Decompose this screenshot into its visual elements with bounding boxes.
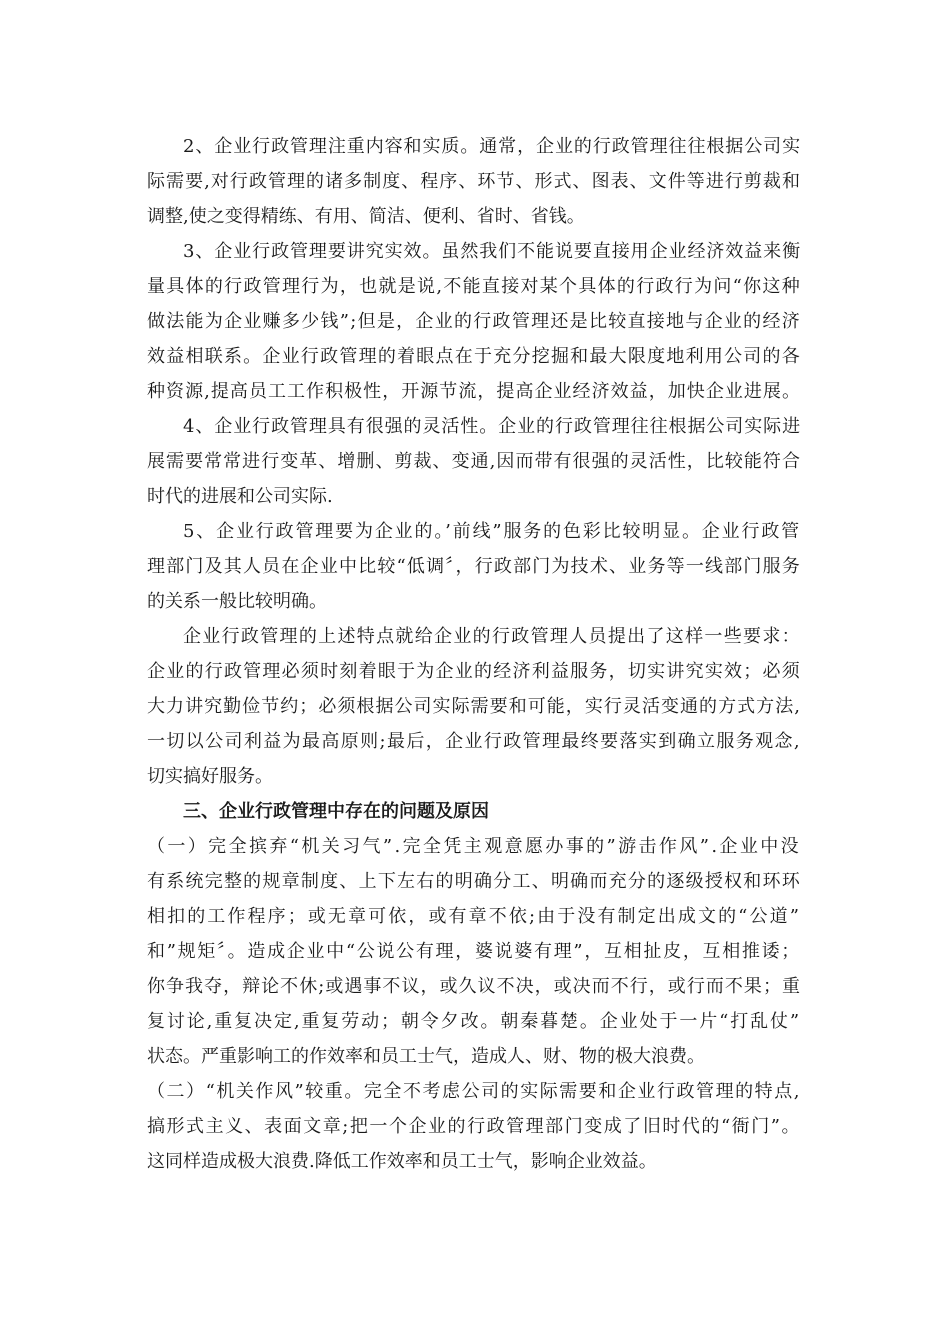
paragraph-line: 2、企业行政管理注重内容和实质。通常，企业的行政管理往往根据公司实 [183,136,801,157]
paragraph-line: 一切以公司利益为最高原则;最后，企业行政管理最终要落实到确立服务观念, [147,731,801,752]
paragraph-line: 相扣的工作程序；或无章可依，或有章不依;由于没有制定出成文的“公道” [147,906,801,927]
paragraph-line: 展需要常常进行变革、增删、剪裁、变通,因而带有很强的灵活性，比较能符合 [147,451,801,472]
paragraph-line: 做法能为企业赚多少钱”;但是，企业的行政管理还是比较直接地与企业的经济 [147,311,801,332]
paragraph-line: 你争我夺，辩论不休;或遇事不议，或久议不决，或决而不行，或行而不果；重 [147,976,801,997]
paragraph-line: 和”规矩〞。造成企业中“公说公有理，婆说婆有理”，互相扯皮，互相推诿； [147,941,801,962]
paragraph-line: 企业的行政管理必须时刻着眼于为企业的经济利益服务，切实讲究实效；必须 [147,661,801,682]
paragraph-line: 4、企业行政管理具有很强的灵活性。企业的行政管理往往根据公司实际进 [183,416,801,437]
paragraph-line: 量具体的行政管理行为，也就是说,不能直接对某个具体的行政行为问“你这种 [147,276,801,297]
paragraph-line: 时代的进展和公司实际. [147,486,333,507]
paragraph-line: 理部门及其人员在企业中比较“低调〞，行政部门为技术、业务等一线部门服务 [147,556,801,577]
paragraph-line: 切实搞好服务。 [147,766,273,787]
paragraph-line: 大力讲究勤俭节约；必须根据公司实际需要和可能，实行灵活变通的方式方法, [147,696,801,717]
paragraph-line: 效益相联系。企业行政管理的着眼点在于充分挖掘和最大限度地利用公司的各 [147,346,801,367]
paragraph-line: 复讨论,重复决定,重复劳动；朝令夕改。朝秦暮楚。企业处于一片“打乱仗” [147,1011,801,1032]
paragraph-line: （二）“机关作风”较重。完全不考虑公司的实际需要和企业行政管理的特点, [147,1081,801,1102]
paragraph-line: 3、企业行政管理要讲究实效。虽然我们不能说要直接用企业经济效益来衡 [183,241,801,262]
paragraph-line: 5、企业行政管理要为企业的。’前线”服务的色彩比较明显。企业行政管 [183,521,801,542]
section-heading: 三、企业行政管理中存在的问题及原因 [183,801,489,822]
paragraph-line: 企业行政管理的上述特点就给企业的行政管理人员提出了这样一些要求： [183,626,801,647]
paragraph-line: 状态。严重影响工的作效率和员工士气，造成人、财、物的极大浪费。 [147,1046,705,1067]
paragraph-line: 搞形式主义、表面文章;把一个企业的行政管理部门变成了旧时代的“衙门”。 [147,1116,801,1137]
paragraph-line: 种资源,提高员工工作积极性，开源节流，提高企业经济效益，加快企业进展。 [147,381,801,402]
paragraph-line: （一）完全摈弃“机关习气”.完全凭主观意愿办事的”游击作风”.企业中没 [147,836,801,857]
paragraph-line: 这同样造成极大浪费.降低工作效率和员工士气，影响企业效益。 [147,1151,657,1172]
paragraph-line: 有系统完整的规章制度、上下左右的明确分工、明确而充分的逐级授权和环环 [147,871,801,892]
paragraph-line: 的关系一般比较明确。 [147,591,327,612]
paragraph-line: 际需要,对行政管理的诸多制度、程序、环节、形式、图表、文件等进行剪裁和 [147,171,801,192]
paragraph-line: 调整,使之变得精练、有用、简洁、便利、省时、省钱。 [147,206,585,227]
